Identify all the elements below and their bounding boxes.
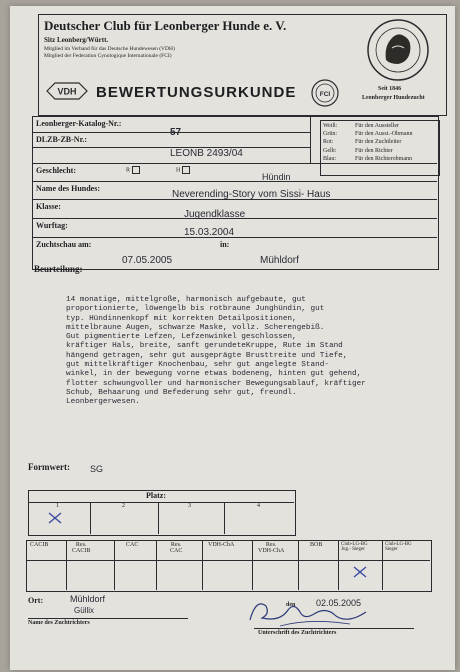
title-res-cac: Res. CAC — [170, 542, 183, 554]
place-4: 4 — [257, 503, 260, 509]
place-2: 2 — [122, 503, 125, 509]
show-label: Zuchtschau am: — [36, 240, 92, 249]
legend-recipient: Für den Aussteller — [355, 123, 399, 129]
place-1: 1 — [56, 503, 59, 509]
breeding-label: Leonberger Hundezucht — [362, 95, 425, 101]
jug-sieger-mark — [353, 565, 367, 583]
fci-text: FCI — [319, 91, 331, 98]
signature-label: Unterschrift des Zuchtrichters — [258, 630, 337, 636]
legend-row — [323, 122, 413, 130]
place-1-mark — [48, 511, 62, 529]
judge-name-value: Güllix — [74, 606, 95, 615]
sex-value: Hündin — [262, 172, 291, 182]
judge-signature — [240, 592, 390, 632]
dlzb-label: DLZB-ZB-Nr.: — [36, 135, 88, 144]
legend-color: Weiß: — [323, 123, 338, 129]
assessment-label: Beurteilung: — [34, 264, 83, 274]
whelped-label: Wurftag: — [36, 221, 68, 230]
class-value: Jugendklasse — [184, 209, 246, 220]
in-label: in: — [220, 240, 230, 249]
assessment-line: Schub, Behaarung und Befederung sehr gut, freundl. — [66, 388, 297, 397]
place-label: Ort: — [28, 596, 44, 605]
legend-row — [323, 147, 413, 155]
fci-logo — [310, 78, 340, 108]
title-cacib: CACIB — [30, 542, 49, 548]
catalog-number-label: Leonberger-Katalog-Nr.: — [36, 119, 122, 128]
assessment-line: mittelbraune Augen, schwarze Maske, vollz. Scherengebiß. — [66, 323, 325, 332]
grade-label: Formwert: — [28, 462, 70, 472]
assessment-line: gut mittelkräftiger Knochenbau, sehr gut angelegte Stand- — [66, 361, 329, 370]
whelped-value: 15.03.2004 — [184, 227, 235, 238]
founded-year: Seit 1846 — [378, 86, 402, 92]
dog-name-value: Neverending-Story vom Sissi- Haus — [172, 189, 331, 200]
assessment-line: Leonbergerwesen. — [66, 398, 140, 407]
class-label: Klasse: — [36, 202, 61, 211]
legend-color: Rot: — [323, 139, 334, 146]
show-place-value: Mühldorf — [260, 255, 299, 266]
legend-recipient: Für den Richter — [355, 147, 393, 154]
assessment-line: winkel, in der bewegung vorne etwas bodeneng, hinten gut gehend, — [66, 370, 362, 379]
assessment-text — [66, 296, 366, 408]
title-res-vdh-cha: Res. VDH-ChA — [258, 542, 285, 554]
place-value: Mühldorf — [70, 594, 106, 604]
show-date-value: 07.05.2005 — [122, 255, 173, 266]
legend-row — [323, 163, 413, 171]
assessment-line: typ. Hündinnenkopf mit korrekten Detailpositionen, — [66, 314, 297, 323]
vdh-logo — [45, 82, 89, 100]
female-checkbox-label: H — [176, 167, 181, 174]
dlzb-value: LEONB 2493/04 — [170, 148, 243, 159]
club-name: Deutscher Club für Leonberger Hunde e. V. — [44, 18, 287, 33]
date-label: den — [286, 602, 296, 608]
grade-value: SG — [90, 464, 104, 474]
legend-row — [323, 155, 413, 163]
legend-recipient: Für den Richterobmann — [355, 155, 412, 162]
male-checkbox-label: R — [126, 167, 131, 174]
legend-color: Grün: — [323, 131, 337, 138]
title-vdh-cha: VDH-ChA — [208, 542, 235, 548]
assessment-line: hängend getragen, sehr gut ausgeprägte Brusttreite und Tiefe, — [66, 351, 348, 360]
catalog-number-value: 57 — [170, 127, 182, 138]
leonberger-crest-logo — [366, 18, 430, 82]
legend-row — [323, 138, 413, 146]
place-3: 3 — [188, 503, 191, 509]
title-club-jug-sieger: Club-LG-BG Jug.- Sieger — [341, 542, 368, 552]
legend-color: Blau: — [323, 155, 336, 162]
placement-label: Platz: — [146, 491, 166, 500]
judge-name-label: Name des Zuchtrichters — [28, 620, 90, 626]
assessment-line: Gut pigmentierte Lefzen, Lefzenwinkel geschlossen, — [66, 333, 297, 342]
club-seat: Sitz Leonberg/Württ. — [44, 36, 109, 44]
legend-recipient: Für den Ausst.-Obmann — [355, 131, 413, 138]
assessment-line: 14 monatige, mittelgroße, harmonisch aufgebaute, gut — [66, 296, 306, 304]
assessment-line: kräftiger Hals, breite, sanft gerundeteKruppe, Rute im Stand — [66, 342, 343, 351]
member-vdh: Mitglied im Verband für das Deutsche Hundewesen (VDH) — [44, 46, 175, 52]
certificate-sheet — [10, 6, 455, 670]
dog-name-label: Name des Hundes: — [36, 184, 101, 193]
assessment-line: proportionierte, löwengelb bis rotbraune Junghündin, gut — [66, 305, 325, 314]
sex-label: Geschlecht: — [36, 166, 76, 175]
copy-legend-list — [323, 122, 413, 171]
male-checkbox — [126, 166, 140, 174]
title-res-cacib: Res. CACIB — [72, 542, 91, 554]
assessment-line: flotter schwungvoller und harmonischer Bewegungsablauf, kräftiger — [66, 379, 366, 388]
date-value: 02.05.2005 — [316, 598, 362, 608]
title-cac: CAC — [126, 542, 139, 548]
female-checkbox — [176, 166, 190, 174]
vdh-text: VDH — [57, 86, 77, 97]
legend-recipient: Für den Zuchtleiter — [355, 139, 402, 146]
legend-row — [323, 130, 413, 138]
title-bob: BOB — [310, 542, 323, 548]
title-club-sieger: Club-LG-BG Sieger — [385, 542, 412, 552]
member-fci: Mitglied der Federation Cynologique Internationale (FCI) — [44, 53, 172, 59]
document-title: BEWERTUNGSURKUNDE — [96, 84, 297, 101]
legend-color: Gelb: — [323, 147, 337, 154]
